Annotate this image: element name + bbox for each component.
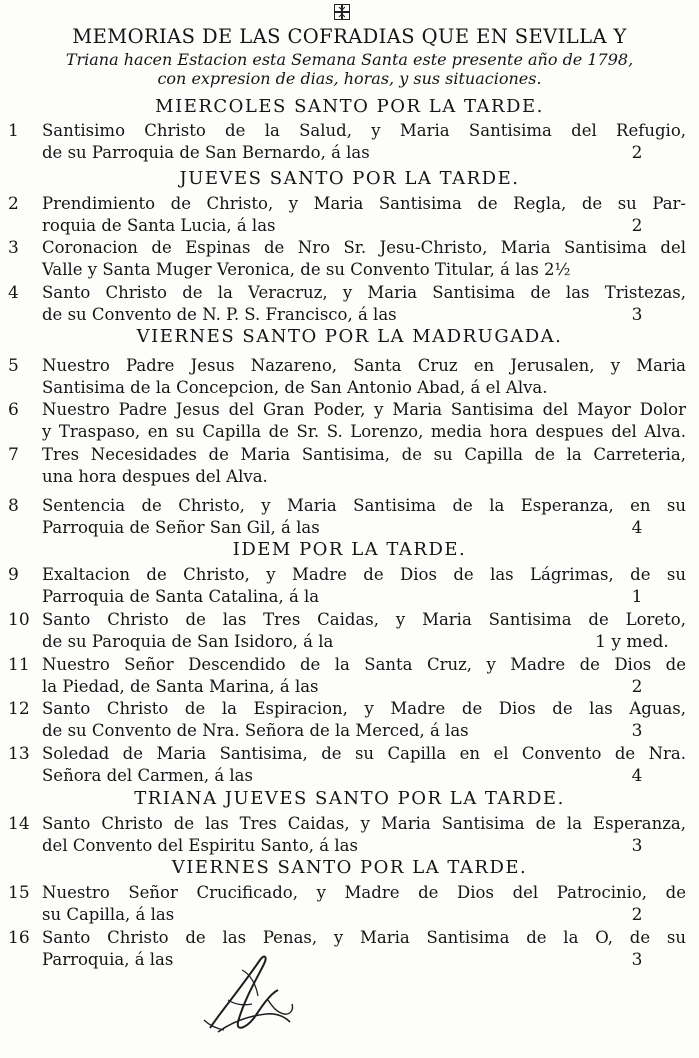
entry-number: 15 <box>8 883 30 903</box>
entry-text-line-1: Nuestro Padre Jesus Nazareno, Santa Cruz en Jerusalen, y Maria <box>42 356 686 375</box>
entry-text-line-2: de su Convento de Nra. Señora de la Merced, á las <box>42 721 469 740</box>
entry-time: 2 <box>631 677 643 697</box>
entry-number: 10 <box>8 610 30 630</box>
entry-text-line-1: Nuestro Padre Jesus del Gran Poder, y Maria Santisima del Mayor Dolor <box>42 400 686 419</box>
entry-text-line-2: y Traspaso, en su Capilla de Sr. S. Lorenzo, media hora despues del Alva. <box>42 422 686 441</box>
entry-number: 13 <box>8 744 30 764</box>
entry-text-line-1: Santisimo Christo de la Salud, y Maria Santisima del Refugio, <box>42 121 686 140</box>
entry-text-line-1: Tres Necesidades de Maria Santisima, de su Capilla de la Carreteria, <box>42 445 686 464</box>
entry-text-line-1: Soledad de Maria Santisima, de su Capilla en el Convento de Nra. <box>42 744 686 763</box>
entry-number: 14 <box>8 814 30 834</box>
section-heading-viernes-madrugada: VIERNES SANTO POR LA MADRUGADA. <box>136 326 563 347</box>
entry-text-line-1: Santo Christo de las Tres Caidas, y Maria Santisima de Loreto, <box>42 610 686 629</box>
document-subtitle-line-2: con expresion de dias, horas, y sus situaciones. <box>157 69 542 88</box>
cross-icon <box>334 4 350 20</box>
document-subtitle-line-1: Triana hacen Estacion esta Semana Santa este presente año de 1798, <box>65 50 634 69</box>
entry-text-line-1: Coronacion de Espinas de Nro Sr. Jesu-Christo, Maria Santisima del <box>42 238 686 257</box>
entry-time: 3 <box>631 950 643 970</box>
entry-time: 4 <box>631 766 643 786</box>
entry-text-line-2: su Capilla, á las <box>42 905 175 924</box>
entry-text-line-2: de su Convento de N. P. S. Francisco, á las <box>42 305 397 324</box>
entry-text-line-2: de su Paroquia de San Isidoro, á la <box>42 632 334 651</box>
entry-text-line-1: Santo Christo de las Penas, y Maria Santisima de la O, de su <box>42 928 686 947</box>
entry-text-line-1: Santo Christo de la Veracruz, y Maria Santisima de las Tristezas, <box>42 283 686 302</box>
entry-number: 7 <box>8 445 19 465</box>
entry-text-line-2: Parroquia de Señor San Gil, á las <box>42 518 320 537</box>
entry-text-line-2: la Piedad, de Santa Marina, á las <box>42 677 319 696</box>
handwritten-signature-icon <box>198 940 308 1040</box>
entry-text-line-2: del Convento del Espiritu Santo, á las <box>42 836 358 855</box>
entry-number: 9 <box>8 565 19 585</box>
entry-text-line-1: Nuestro Señor Descendido de la Santa Cruz, y Madre de Dios de <box>42 655 686 674</box>
entry-number: 16 <box>8 928 30 948</box>
entry-text-line-1: Sentencia de Christo, y Maria Santisima de la Esperanza, en su <box>42 496 686 515</box>
entry-text-line-2: Santisima de la Concepcion, de San Antonio Abad, á el Alva. <box>42 378 548 397</box>
entry-text-line-1: Prendimiento de Christo, y Maria Santisima de Regla, de su Par- <box>42 194 686 213</box>
entry-text-line-2: roquia de Santa Lucia, á las <box>42 216 276 235</box>
entry-text-line-2: Parroquia de Santa Catalina, á la <box>42 587 320 606</box>
entry-time: 4 <box>631 518 643 538</box>
section-heading-idem-tarde: IDEM POR LA TARDE. <box>232 539 467 560</box>
entry-number: 3 <box>8 238 19 258</box>
entry-text-line-2: Valle y Santa Muger Veronica, de su Convento Titular, á las 2½ <box>42 260 571 279</box>
entry-number: 2 <box>8 194 19 214</box>
entry-number: 6 <box>8 400 19 420</box>
entry-time: 1 <box>631 587 643 607</box>
entry-text-line-2: Parroquia, á las <box>42 950 174 969</box>
entry-number: 4 <box>8 283 19 303</box>
entry-time: 2 <box>631 143 643 163</box>
entry-number: 1 <box>8 121 19 141</box>
entry-time: 3 <box>631 305 643 325</box>
entry-number: 5 <box>8 356 19 376</box>
entry-time: 2 <box>631 216 643 236</box>
entry-text-line-2: de su Parroquia de San Bernardo, á las <box>42 143 370 162</box>
entry-time: 3 <box>631 836 643 856</box>
entry-time: 1 y med. <box>595 632 669 652</box>
entry-time: 2 <box>631 905 643 925</box>
entry-number: 12 <box>8 699 30 719</box>
entry-time: 3 <box>631 721 643 741</box>
entry-text-line-1: Nuestro Señor Crucificado, y Madre de Dios del Patrocinio, de <box>42 883 686 902</box>
section-heading-jueves-tarde: JUEVES SANTO POR LA TARDE. <box>179 168 520 189</box>
document-title: MEMORIAS DE LAS COFRADIAS QUE EN SEVILLA Y <box>72 25 627 48</box>
entry-number: 8 <box>8 496 19 516</box>
entry-text-line-1: Santo Christo de las Tres Caidas, y Maria Santisima de la Esperanza, <box>42 814 686 833</box>
entry-text-line-2: Señora del Carmen, á las <box>42 766 253 785</box>
entry-text-line-2: una hora despues del Alva. <box>42 467 268 486</box>
section-heading-miercoles-tarde: MIERCOLES SANTO POR LA TARDE. <box>155 96 544 117</box>
entry-number: 11 <box>8 655 30 675</box>
entry-text-line-1: Santo Christo de la Espiracion, y Madre de Dios de las Aguas, <box>42 699 686 718</box>
section-heading-triana-jueves-tarde: TRIANA JUEVES SANTO POR LA TARDE. <box>134 788 565 809</box>
entry-text-line-1: Exaltacion de Christo, y Madre de Dios de las Lágrimas, de su <box>42 565 686 584</box>
section-heading-viernes-tarde: VIERNES SANTO POR LA TARDE. <box>171 857 528 878</box>
